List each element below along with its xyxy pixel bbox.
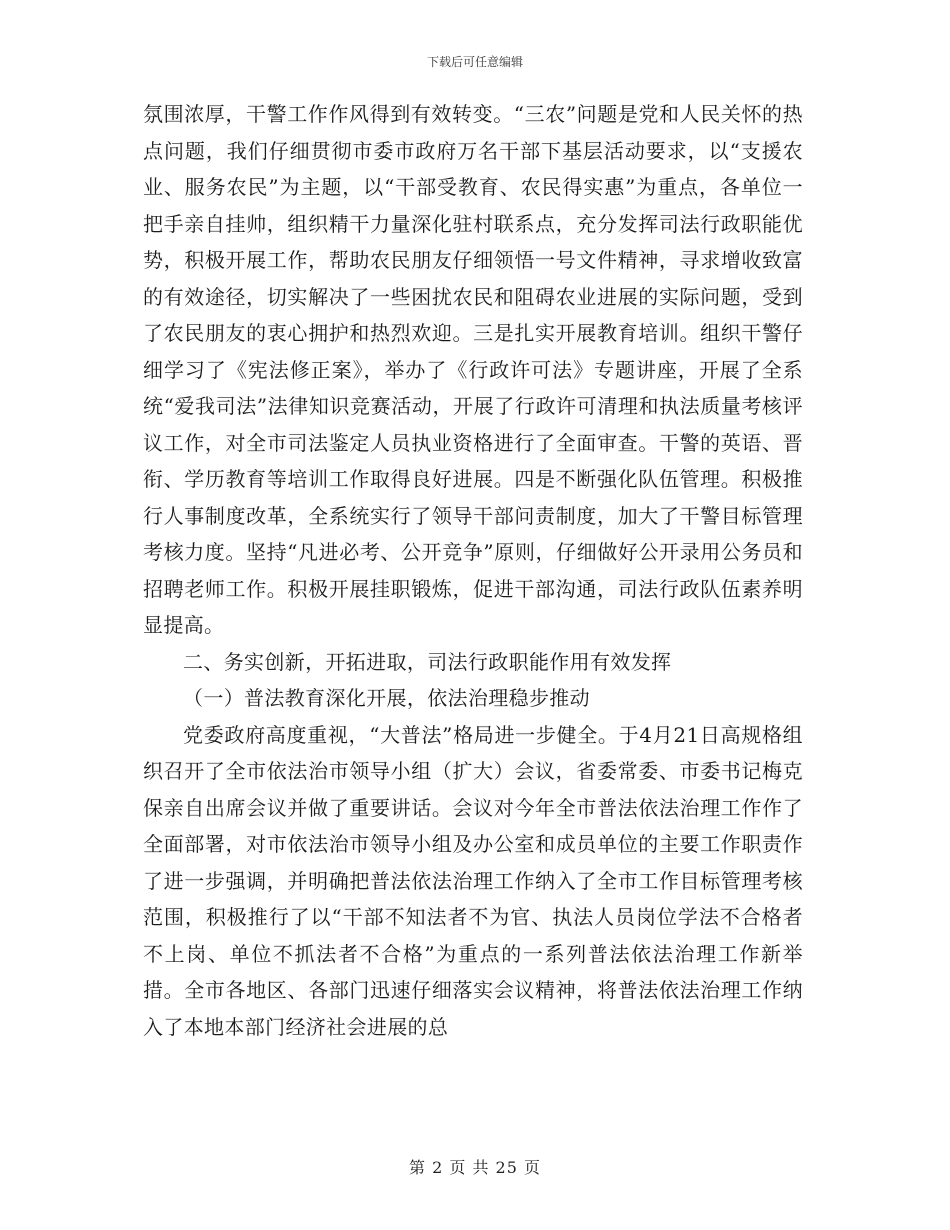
page-header: 下载后可任意编辑 [426,55,523,69]
page-body [143,96,803,1045]
page-footer: 第 2 页 共 25 页 [409,1158,541,1177]
section-heading: 二、务实创新，开拓进取，司法行政职能作用有效发挥 [183,649,672,674]
body-paragraph-continuation: 氛围浓厚，干警工作作风得到有效转变。“三农”问题是党和人民关怀的热点问题，我们仔细贯彻市委市政府万名干部下基层活动要求，以“支援农业、服务农民”为主题，以“干部受教育、农民得实惠”为重点，各单位一把手亲自挂帅，组织精干力量深化驻村联系点，充分发挥司法行政职能优势，积极开展工作，帮助农民朋友仔细领悟一号文件精神，寻求增收致富的有效途径，切实解决了一些困扰农民和阻碍农业进展的实际问题，受到了农民朋友的衷心拥护和热烈欢迎。三是扎实开展教育培训。组织干警仔细学习了《宪法修正案》，举办了《行政许可法》专题讲座，开展了全系统“爱我司法”法律知识竞赛活动，开展了行政许可清理和执法质量考核评议工作，对全市司法鉴定人员执业资格进行了全面审查。干警的英语、晋衔、学历教育等培训工作取得良好进展。四是不断强化队伍管理。积极推行人事制度改革，全系统实行了领导干部问责制度，加大了干警目标管理考核力度。坚持“凡进必考、公开竞争”原则，仔细做好公开录用公务员和招聘老师工作。积极开展挂职锻炼，促进干部沟通，司法行政队伍素养明显提高。 [143,102,803,637]
body-paragraph: 党委政府高度重视，“大普法”格局进一步健全。于4月21日高规格组织召开了全市依法治市领导小组（扩大）会议，省委常委、市委书记梅克保亲自出席会议并做了重要讲话。会议对今年全市普法依法治理工作作了全面部署，对市依法治市领导小组及办公室和成员单位的主要工作职责作了进一步强调，并明确把普法依法治理工作纳入了全市工作目标管理考核范围，积极推行了以“干部不知法者不为官、执法人员岗位学法不合格者不上岗、单位不抓法者不合格”为重点的一系列普法依法治理工作新举措。全市各地区、各部门迅速仔细落实会议精神，将普法依法治理工作纳入了本地本部门经济社会进展的总 [143,722,803,1039]
subsection-heading: （一）普法教育深化开展，依法治理稳步推动 [183,686,590,710]
